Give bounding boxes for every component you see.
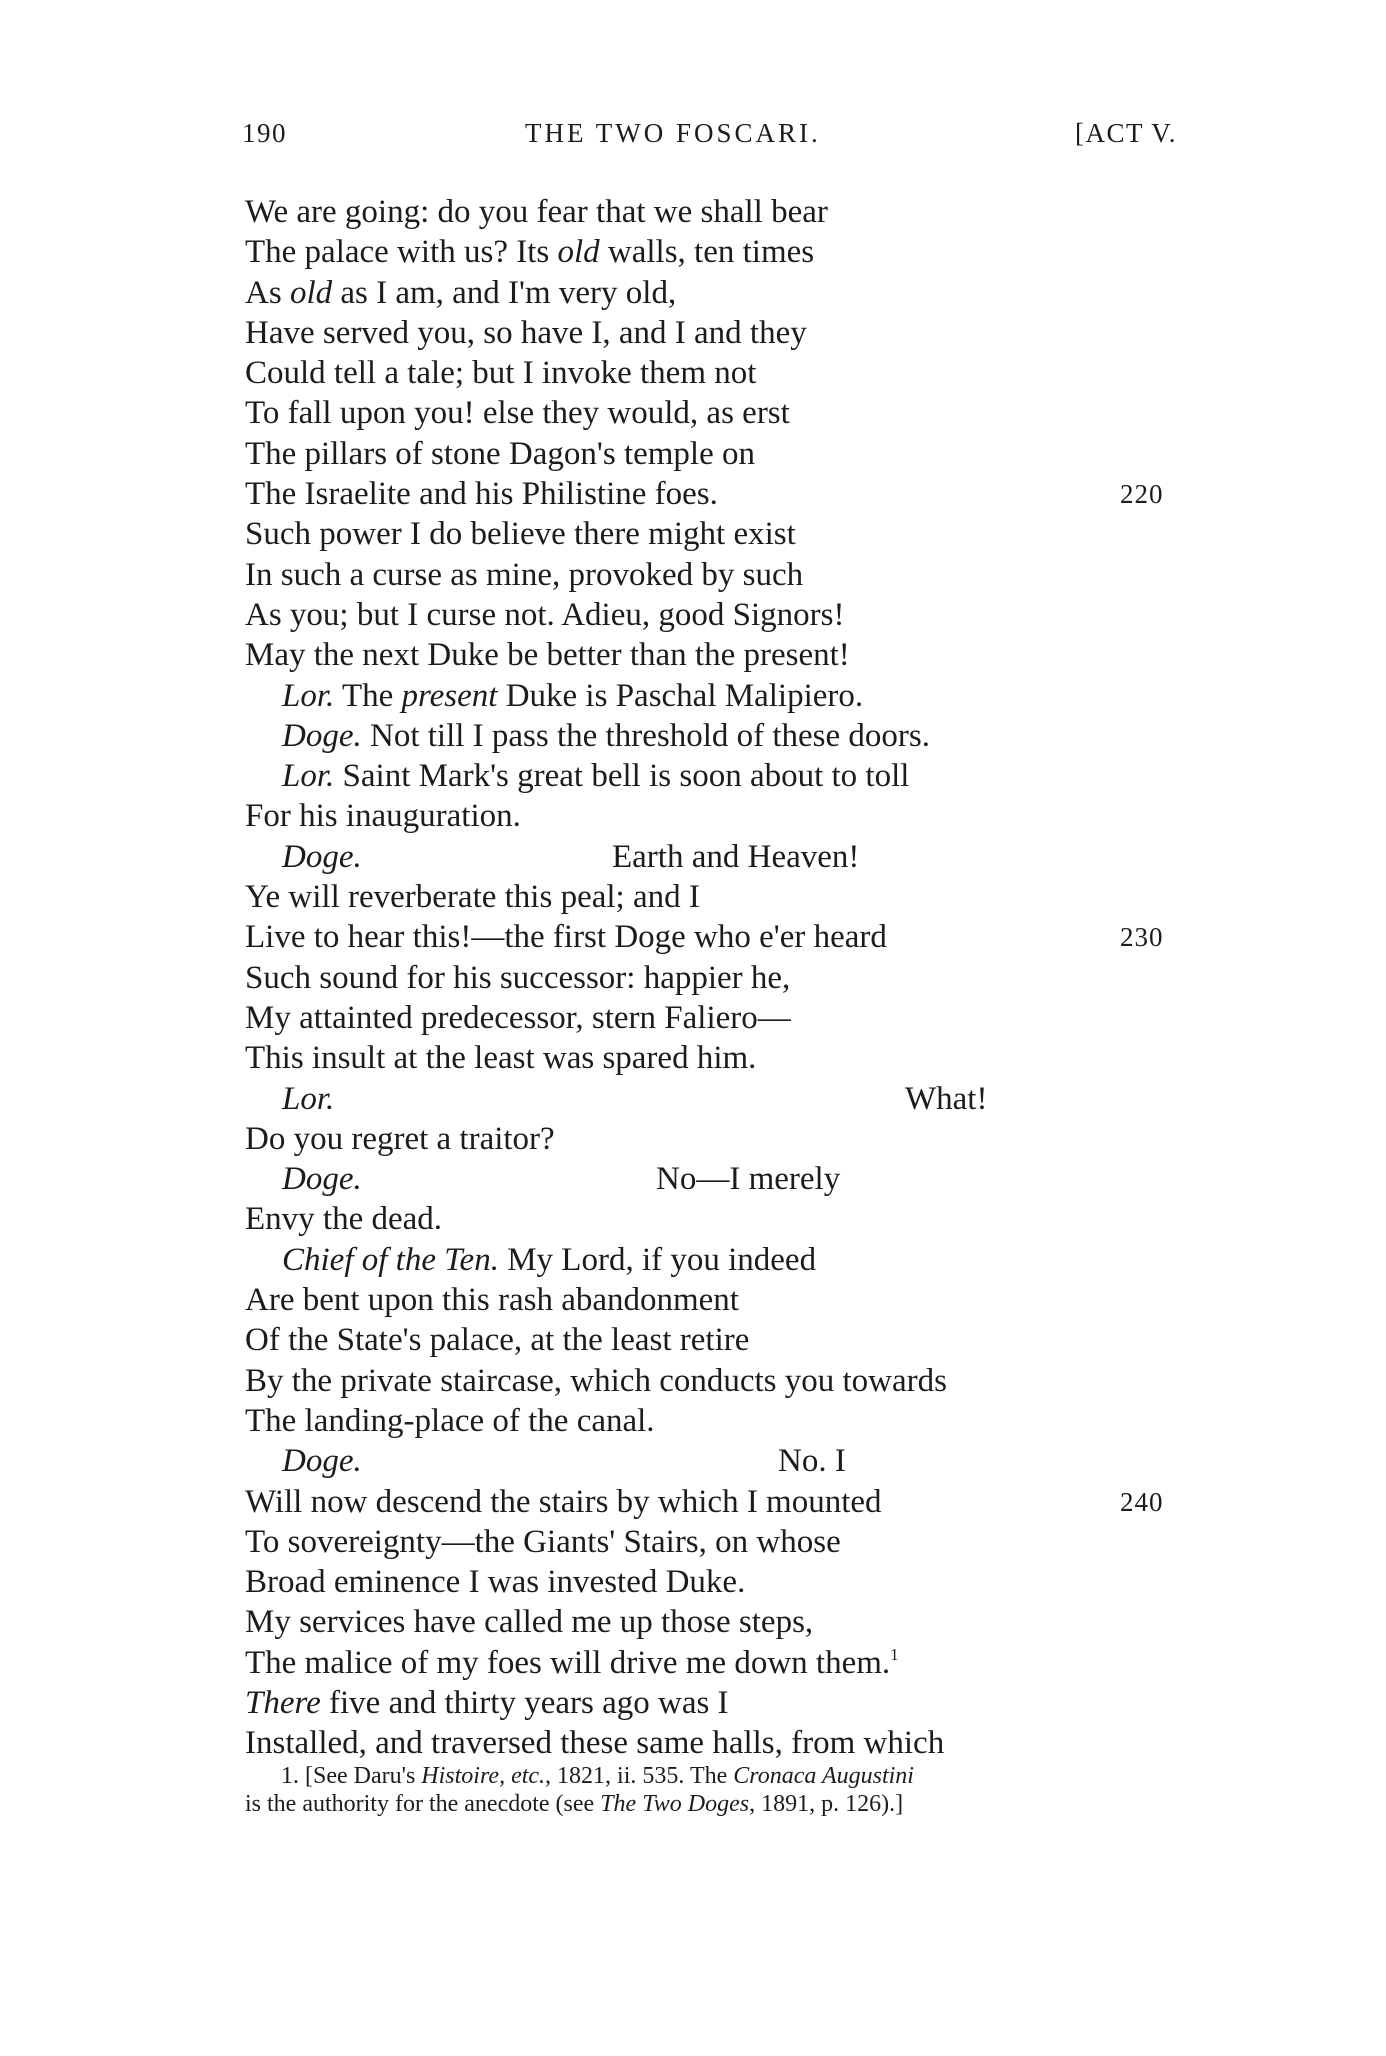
footnote-text: , 1891, p. 126).] xyxy=(749,1791,904,1817)
verse-line xyxy=(0,273,1386,313)
page-number: 190 xyxy=(242,118,287,148)
footnote-text: , 1821, ii. 535. The xyxy=(545,1763,734,1789)
speaker-name: Lor. xyxy=(282,758,335,795)
verse-line-text xyxy=(245,958,790,998)
half-line-text: What! xyxy=(905,1080,988,1117)
verse-line-text xyxy=(245,1038,756,1078)
verse-line-text xyxy=(245,1643,899,1683)
line-text: five and thirty years ago was I xyxy=(320,1684,729,1721)
verse-line xyxy=(0,1643,1386,1683)
footnote-italic: The Two Doges xyxy=(600,1791,750,1817)
verse-line xyxy=(0,958,1386,998)
verse-line xyxy=(0,1401,1386,1441)
verse-line xyxy=(0,1038,1386,1078)
verse-line-text xyxy=(245,1562,745,1602)
footnote-reference: 1 xyxy=(890,1644,899,1664)
line-text: We are going: do you fear that we shall bear xyxy=(245,194,828,230)
line-text: As xyxy=(245,274,290,311)
line-text: To sovereignty—the Giants' Stairs, on whose xyxy=(245,1523,841,1560)
verse-line-text xyxy=(245,917,887,957)
verse-line-text xyxy=(245,555,803,595)
verse-line xyxy=(0,796,1386,836)
speaker-name: Lor. xyxy=(282,677,335,714)
verse-line-text xyxy=(245,1522,841,1562)
line-text: By the private staircase, which conducts you towards xyxy=(245,1362,947,1399)
verse-line-text xyxy=(245,192,828,232)
footnote-italic: Cronaca Augustini xyxy=(733,1763,914,1789)
verse-line xyxy=(0,232,1386,272)
verse-line-text xyxy=(245,1723,944,1763)
footnote-line xyxy=(245,1790,1195,1818)
verse-line xyxy=(0,1320,1386,1360)
line-text: Broad eminence I was invested Duke. xyxy=(245,1564,746,1601)
line-text: Have served you, so have I, and I and they xyxy=(245,314,807,351)
verse-line xyxy=(0,1199,1386,1239)
line-text: As you; but I curse not. Adieu, good Signors! xyxy=(245,596,845,633)
footnote-text: [See Daru's xyxy=(299,1763,422,1789)
verse-line xyxy=(0,434,1386,474)
verse-line-text xyxy=(245,877,700,917)
verse-line-text xyxy=(245,1199,442,1239)
line-text: as I am, and I'm very old, xyxy=(332,274,677,311)
verse-line-text xyxy=(282,1441,362,1481)
line-text: My attainted predecessor, stern Faliero— xyxy=(245,999,791,1036)
footnote-marker: 1. xyxy=(281,1763,299,1789)
verse-line xyxy=(0,1562,1386,1602)
verse-line xyxy=(0,1602,1386,1642)
verse-line-text xyxy=(245,353,756,393)
verse-line-text xyxy=(245,595,844,635)
verse-line-text xyxy=(245,1119,555,1159)
line-text: Of the State's palace, at the least retire xyxy=(245,1322,750,1359)
verse-line xyxy=(0,1119,1386,1159)
verse-line xyxy=(0,1240,1386,1280)
verse-line xyxy=(0,756,1386,796)
verse-line-text xyxy=(245,474,718,514)
verse-line-text xyxy=(245,434,755,474)
speaker-name: Lor. xyxy=(282,1080,335,1117)
line-number: 240 xyxy=(1120,1486,1164,1517)
verse-line-text xyxy=(282,716,930,756)
emphasis: present xyxy=(401,677,498,714)
line-text: Are bent upon this rash abandonment xyxy=(245,1282,739,1319)
footnote-italic: Histoire, etc. xyxy=(421,1763,546,1789)
emphasis: old xyxy=(289,274,333,311)
verse-line-text xyxy=(245,1320,749,1360)
verse-text xyxy=(0,192,1386,1764)
verse-line xyxy=(0,635,1386,675)
line-text: The Israelite and his Philistine foes. xyxy=(245,476,718,513)
verse-line-text xyxy=(245,313,807,353)
verse-line xyxy=(0,1723,1386,1763)
verse-line-text xyxy=(282,1240,816,1280)
verse-line xyxy=(0,474,1386,514)
verse-line xyxy=(0,716,1386,756)
running-header xyxy=(0,118,1386,158)
verse-line xyxy=(0,313,1386,353)
verse-line-text xyxy=(245,514,796,554)
verse-line xyxy=(0,595,1386,635)
line-text: Could tell a tale; but I invoke them not xyxy=(245,355,757,392)
line-text: The malice of my foes will drive me down them. xyxy=(245,1644,891,1681)
line-text: walls, ten times xyxy=(599,234,815,271)
speaker-name: Doge. xyxy=(282,717,362,754)
line-text: Such power I do believe there might exist xyxy=(245,516,796,553)
verse-line-text xyxy=(245,1482,882,1522)
speaker-name: Doge. xyxy=(282,1161,362,1198)
line-text: In such a curse as mine, provoked by such xyxy=(245,556,804,593)
verse-line-text xyxy=(282,676,863,716)
line-text: Not till I pass the threshold of these doors. xyxy=(361,717,930,754)
verse-line-text xyxy=(245,273,676,313)
verse-line xyxy=(0,837,1386,877)
verse-line xyxy=(0,1482,1386,1522)
footnote-text: is the authority for the anecdote (see xyxy=(245,1791,601,1817)
line-number: 220 xyxy=(1120,479,1164,510)
speaker-name: Doge. xyxy=(282,1443,362,1480)
verse-line xyxy=(0,1280,1386,1320)
half-line-text: No—I merely xyxy=(656,1161,841,1198)
line-text: The landing-place of the canal. xyxy=(245,1402,655,1439)
verse-line-text xyxy=(245,1602,813,1642)
verse-line-text xyxy=(282,756,909,796)
line-text: Envy the dead. xyxy=(245,1201,443,1238)
verse-line xyxy=(0,1522,1386,1562)
verse-line-text xyxy=(245,232,814,272)
verse-line xyxy=(0,676,1386,716)
verse-line xyxy=(0,998,1386,1038)
running-title: THE TWO FOSCARI. xyxy=(525,118,821,148)
line-text: Duke is Paschal Malipiero. xyxy=(497,677,864,714)
line-text: The pillars of stone Dagon's temple on xyxy=(245,435,756,472)
verse-line xyxy=(0,192,1386,232)
line-text: This insult at the least was spared him. xyxy=(245,1040,757,1077)
emphasis: old xyxy=(557,234,600,271)
emphasis: There xyxy=(245,1684,321,1721)
verse-line-text xyxy=(282,837,362,877)
verse-line xyxy=(0,555,1386,595)
act-label: [ACT V. xyxy=(1075,118,1178,148)
line-text: May the next Duke be better than the present! xyxy=(245,637,850,674)
verse-line-text xyxy=(245,1280,739,1320)
verse-line-text xyxy=(282,1079,334,1119)
verse-line xyxy=(0,1159,1386,1199)
verse-line xyxy=(0,917,1386,957)
line-text: For his inauguration. xyxy=(245,798,521,835)
line-text: Saint Mark's great bell is soon about to toll xyxy=(334,758,910,795)
verse-line xyxy=(0,1079,1386,1119)
line-text: Live to hear this!—the first Doge who e'er heard xyxy=(245,919,887,956)
verse-line xyxy=(0,514,1386,554)
verse-line xyxy=(0,353,1386,393)
line-text: Ye will reverberate this peal; and I xyxy=(245,879,700,916)
verse-line xyxy=(0,1441,1386,1481)
verse-line xyxy=(0,393,1386,433)
half-line-text: Earth and Heaven! xyxy=(612,838,860,875)
verse-line xyxy=(0,1683,1386,1723)
line-text: My services have called me up those steps, xyxy=(245,1604,814,1641)
verse-line-text xyxy=(282,1159,362,1199)
verse-line xyxy=(0,877,1386,917)
footnote-line xyxy=(245,1762,1195,1790)
verse-line xyxy=(0,1361,1386,1401)
verse-line-text xyxy=(245,393,790,433)
half-line-text: No. I xyxy=(778,1443,846,1480)
verse-line-text xyxy=(245,1401,655,1441)
verse-line-text xyxy=(245,796,521,836)
line-text: The palace with us? Its xyxy=(245,234,558,271)
line-text: To fall upon you! else they would, as erst xyxy=(245,395,790,432)
verse-line-text xyxy=(245,1361,947,1401)
verse-line-text xyxy=(245,998,791,1038)
verse-line-text xyxy=(245,1683,729,1723)
line-text: The xyxy=(334,677,402,714)
line-text: Will now descend the stairs by which I mounted xyxy=(245,1483,882,1520)
footnote xyxy=(245,1762,1195,1818)
line-text: Such sound for his successor: happier he, xyxy=(245,959,791,996)
line-text: Do you regret a traitor? xyxy=(245,1120,555,1157)
line-text: My Lord, if you indeed xyxy=(498,1241,817,1278)
verse-line-text xyxy=(245,635,850,675)
speaker-name: Chief of the Ten. xyxy=(282,1241,499,1278)
speaker-name: Doge. xyxy=(282,838,362,875)
line-text: Installed, and traversed these same halls, from which xyxy=(245,1725,945,1762)
line-number: 230 xyxy=(1120,922,1164,953)
